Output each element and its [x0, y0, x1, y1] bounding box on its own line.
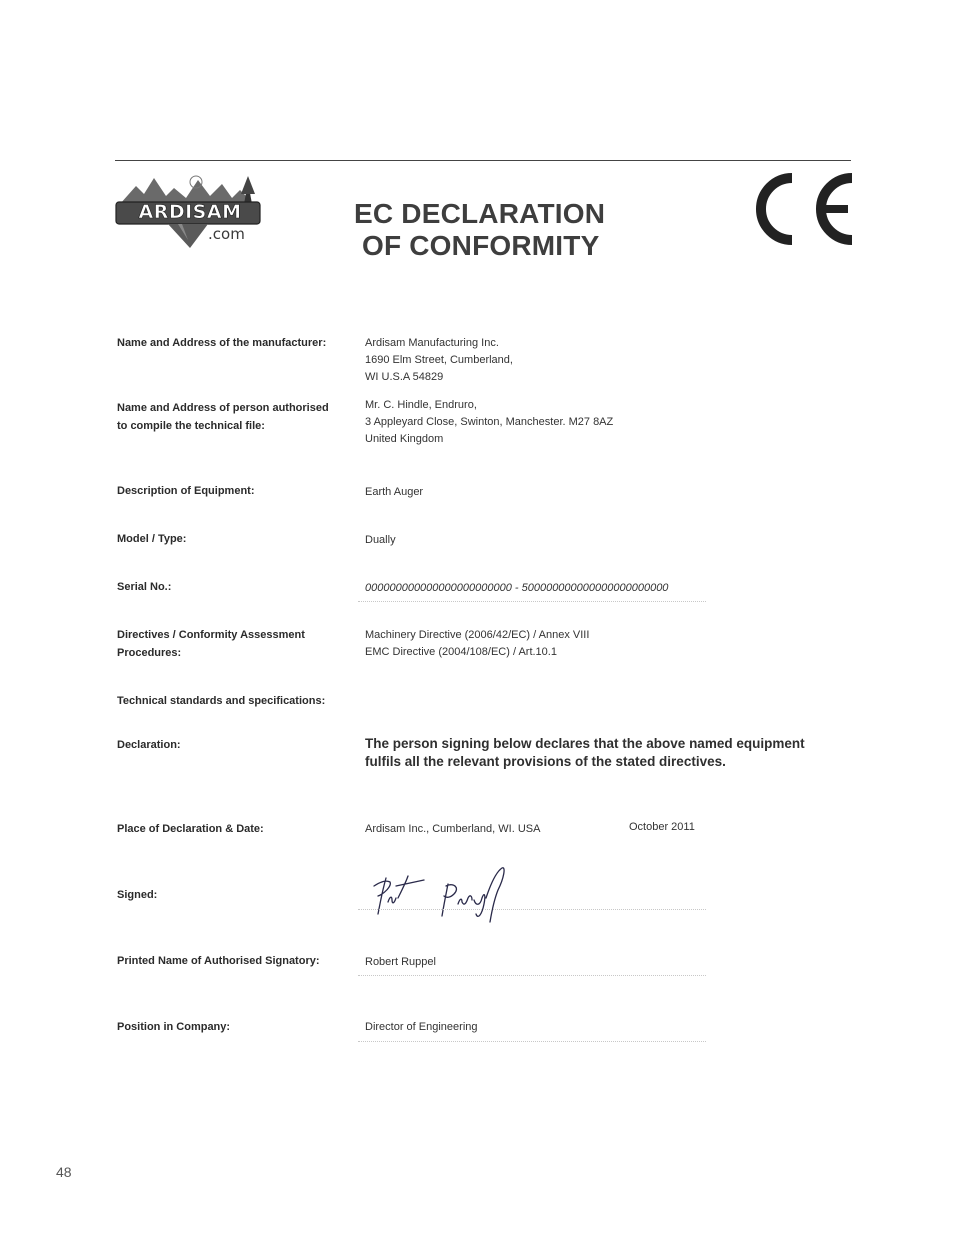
model-label: Model / Type: — [117, 533, 187, 545]
ce-mark — [752, 172, 852, 246]
description-value: Earth Auger — [365, 486, 424, 498]
serial-value: 000000000000000000000000 - 500000000000000000000000 — [365, 582, 669, 594]
ce-mark-graphic — [752, 172, 852, 246]
declaration-value — [365, 735, 805, 771]
position-value: Director of Engineering — [365, 1021, 478, 1033]
authorised-person-line: United Kingdom — [365, 433, 444, 445]
date-value: October 2011 — [629, 821, 695, 833]
serial-underline — [358, 601, 706, 602]
authorised-person-label — [117, 399, 329, 435]
directives-label-line: Procedures: — [117, 647, 182, 659]
title-line-2: OF CONFORMITY — [362, 230, 600, 261]
manufacturer-line: WI U.S.A 54829 — [365, 371, 444, 383]
ardisam-logo — [114, 168, 264, 252]
logo-suffix-text: .com — [208, 225, 245, 243]
signature-graphic — [366, 864, 526, 926]
directives-line: Machinery Directive (2006/42/EC) / Annex VIII — [365, 629, 590, 641]
position-underline — [358, 1041, 706, 1042]
description-label: Description of Equipment: — [117, 485, 255, 497]
place-value: Ardisam Inc., Cumberland, WI. USA — [365, 823, 541, 835]
authorised-person-value — [365, 397, 613, 448]
printed-name-value: Robert Ruppel — [365, 956, 436, 968]
declaration-line: The person signing below declares that the above named equipment — [365, 736, 805, 751]
standards-label: Technical standards and specifications: — [117, 695, 326, 707]
declaration-label: Declaration: — [117, 739, 181, 751]
place-date-label: Place of Declaration & Date: — [117, 823, 264, 835]
printed-name-label: Printed Name of Authorised Signatory: — [117, 955, 320, 967]
directives-line: EMC Directive (2004/108/EC) / Art.10.1 — [365, 646, 557, 658]
manufacturer-label: Name and Address of the manufacturer: — [117, 337, 327, 349]
manufacturer-value — [365, 335, 513, 386]
manufacturer-line: 1690 Elm Street, Cumberland, — [365, 354, 513, 366]
printed-name-underline — [358, 975, 706, 976]
document-title — [354, 198, 605, 262]
directives-label — [117, 626, 305, 662]
manufacturer-line: Ardisam Manufacturing Inc. — [365, 337, 499, 349]
top-rule — [115, 160, 851, 161]
title-line-1: EC DECLARATION — [354, 198, 606, 229]
signature-underline — [358, 909, 706, 910]
signed-label: Signed: — [117, 889, 158, 901]
authorised-person-line: Mr. C. Hindle, Endruro, — [365, 399, 477, 411]
authorised-person-line: 3 Appleyard Close, Swinton, Manchester. M27 8AZ — [365, 416, 614, 428]
directives-label-line: Directives / Conformity Assessment — [117, 629, 305, 641]
model-value: Dually — [365, 534, 396, 546]
serial-label: Serial No.: — [117, 581, 172, 593]
directives-value — [365, 627, 589, 661]
page-number: 48 — [56, 1164, 72, 1180]
logo-brand-text: ARDISAM — [138, 201, 242, 223]
declaration-line: fulfils all the relevant provisions of the stated directives. — [365, 754, 726, 769]
position-label: Position in Company: — [117, 1021, 231, 1033]
signature — [366, 864, 526, 926]
authorised-person-label-line: to compile the technical file: — [117, 420, 265, 432]
authorised-person-label-line: Name and Address of person authorised — [117, 402, 329, 414]
